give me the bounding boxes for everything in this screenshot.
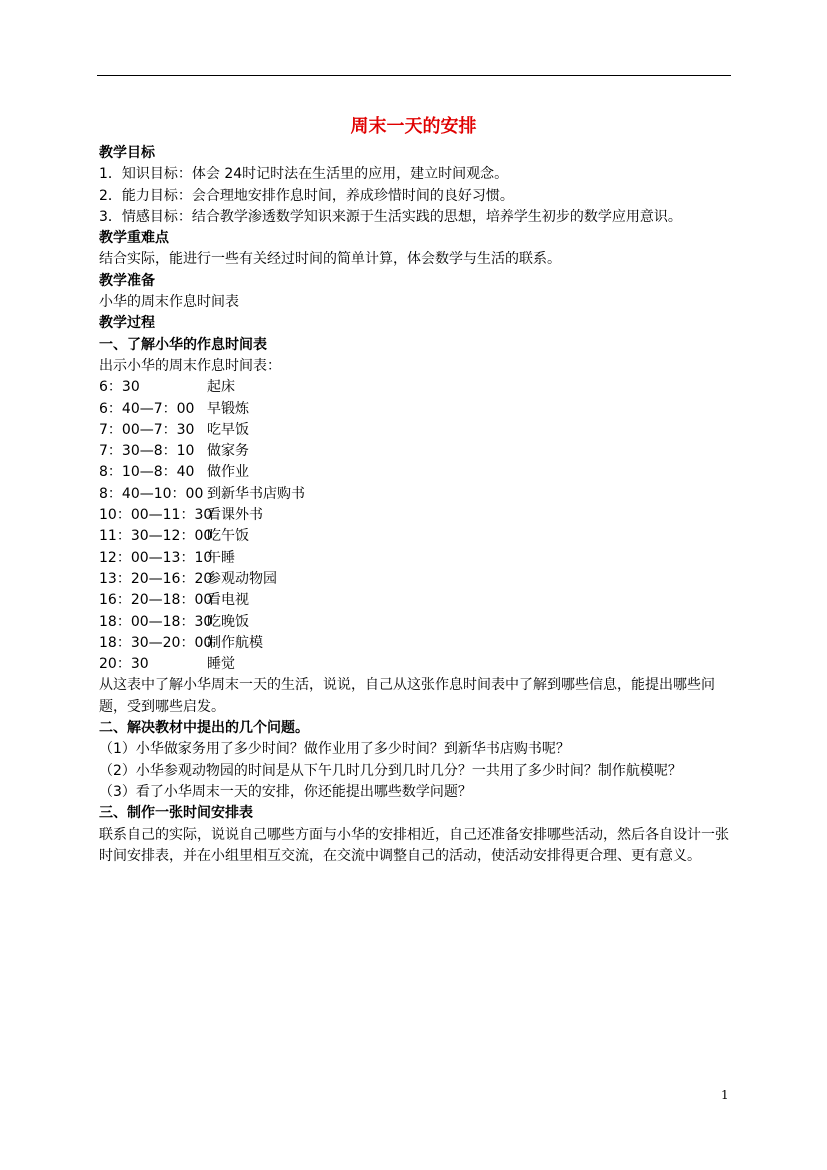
schedule-row (99, 484, 731, 505)
schedule-time: 8：10—8：40 (99, 464, 195, 481)
schedule-activity: 吃早饭 (207, 421, 249, 438)
preparation-heading: 教学准备 (99, 272, 155, 289)
question-item: （1）小华做家务用了多少时间？做作业用了多少时间？到新华书店购书呢？ (99, 741, 570, 758)
schedule-row (99, 590, 731, 611)
page-title: 周末一天的安排 (350, 116, 477, 137)
schedule-row (99, 569, 731, 590)
schedule-row (99, 612, 731, 633)
schedule-row (99, 377, 731, 398)
goals-heading: 教学目标 (99, 145, 155, 161)
schedule-row (99, 654, 731, 675)
header-rule (97, 75, 731, 76)
schedule-activity: 吃晚饭 (207, 613, 249, 630)
schedule-row (99, 526, 731, 547)
process-heading: 教学过程 (99, 315, 155, 332)
schedule-activity: 睡觉 (207, 656, 235, 673)
schedule-activity: 午睡 (207, 549, 235, 566)
goal-item: 1．知识目标：体会 24时记时法在生活里的应用，建立时间观念。 (99, 166, 509, 183)
question-item: （2）小华参观动物园的时间是从下午几时几分到几时几分？一共用了多少时间？制作航模呢？ (99, 762, 682, 779)
schedule-activity: 吃午饭 (207, 528, 249, 545)
schedule-time: 18：30—20：00 (99, 634, 213, 651)
schedule-time: 20：30 (99, 656, 149, 673)
schedule-time: 18：00—18：30 (99, 613, 213, 630)
schedule-row (99, 462, 731, 483)
part3-heading: 三、制作一张时间安排表 (99, 805, 253, 822)
goal-item: 3．情感目标：结合教学渗透数学知识来源于生活实践的思想，培养学生初步的数学应用意识。 (99, 208, 682, 225)
schedule-row (99, 399, 731, 420)
goal-item: 2．能力目标：会合理地安排作息时间，养成珍惜时间的良好习惯。 (99, 187, 514, 204)
schedule-time: 11：30—12：00 (99, 528, 213, 545)
schedule-activity: 做作业 (207, 464, 249, 481)
schedule-time: 7：00—7：30 (99, 421, 195, 438)
part3-text: 联系自己的实际，说说自己哪些方面与小华的安排相近，自己还准备安排哪些活动，然后各自设计一张时间安排表，并在小组里相互交流，在交流中调整自己的活动，使活动安排得更合理、更有意义。 (99, 826, 729, 864)
part1-text: 从这表中了解小华周末一天的生活，说说，自己从这张作息时间表中了解到哪些信息，能提出哪些问题，受到哪些启发。 (99, 677, 715, 715)
schedule-activity: 起床 (207, 379, 235, 396)
schedule-time: 6：40—7：00 (99, 400, 195, 417)
schedule-time: 10：00—11：30 (99, 507, 213, 524)
question-item: （3）看了小华周末一天的安排，你还能提出哪些数学问题？ (99, 783, 472, 800)
page-number: 1 (721, 1088, 729, 1102)
part1-intro: 出示小华的周末作息时间表： (99, 357, 281, 374)
schedule-activity: 看课外书 (207, 507, 263, 524)
schedule-time: 12：00—13：10 (99, 549, 213, 566)
preparation-text: 小华的周末作息时间表 (99, 294, 239, 311)
schedule-time: 8：40—10：00 (99, 485, 204, 502)
schedule-time: 7：30—8：10 (99, 443, 195, 460)
schedule-time: 16：20—18：00 (99, 592, 213, 609)
schedule-row (99, 420, 731, 441)
schedule-time: 6：30 (99, 379, 140, 396)
schedule-row (99, 441, 731, 462)
schedule-activity: 看电视 (207, 592, 249, 609)
part1-heading: 一、了解小华的作息时间表 (99, 336, 267, 353)
schedule-activity: 做家务 (207, 443, 249, 460)
document-body (99, 143, 731, 867)
schedule-row (99, 505, 731, 526)
schedule-time: 13：20—16：20 (99, 570, 213, 587)
schedule-activity: 早锻炼 (207, 400, 249, 417)
part2-heading: 二、解决教材中提出的几个问题。 (99, 720, 309, 737)
schedule-row (99, 633, 731, 654)
schedule-activity: 到新华书店购书 (207, 485, 305, 502)
schedule-row (99, 548, 731, 569)
key-points-heading: 教学重难点 (99, 230, 169, 247)
schedule-list (99, 377, 731, 675)
key-points-text: 结合实际，能进行一些有关经过时间的简单计算，体会数学与生活的联系。 (99, 251, 561, 268)
schedule-activity: 参观动物园 (207, 570, 277, 587)
schedule-activity: 制作航模 (207, 634, 263, 651)
